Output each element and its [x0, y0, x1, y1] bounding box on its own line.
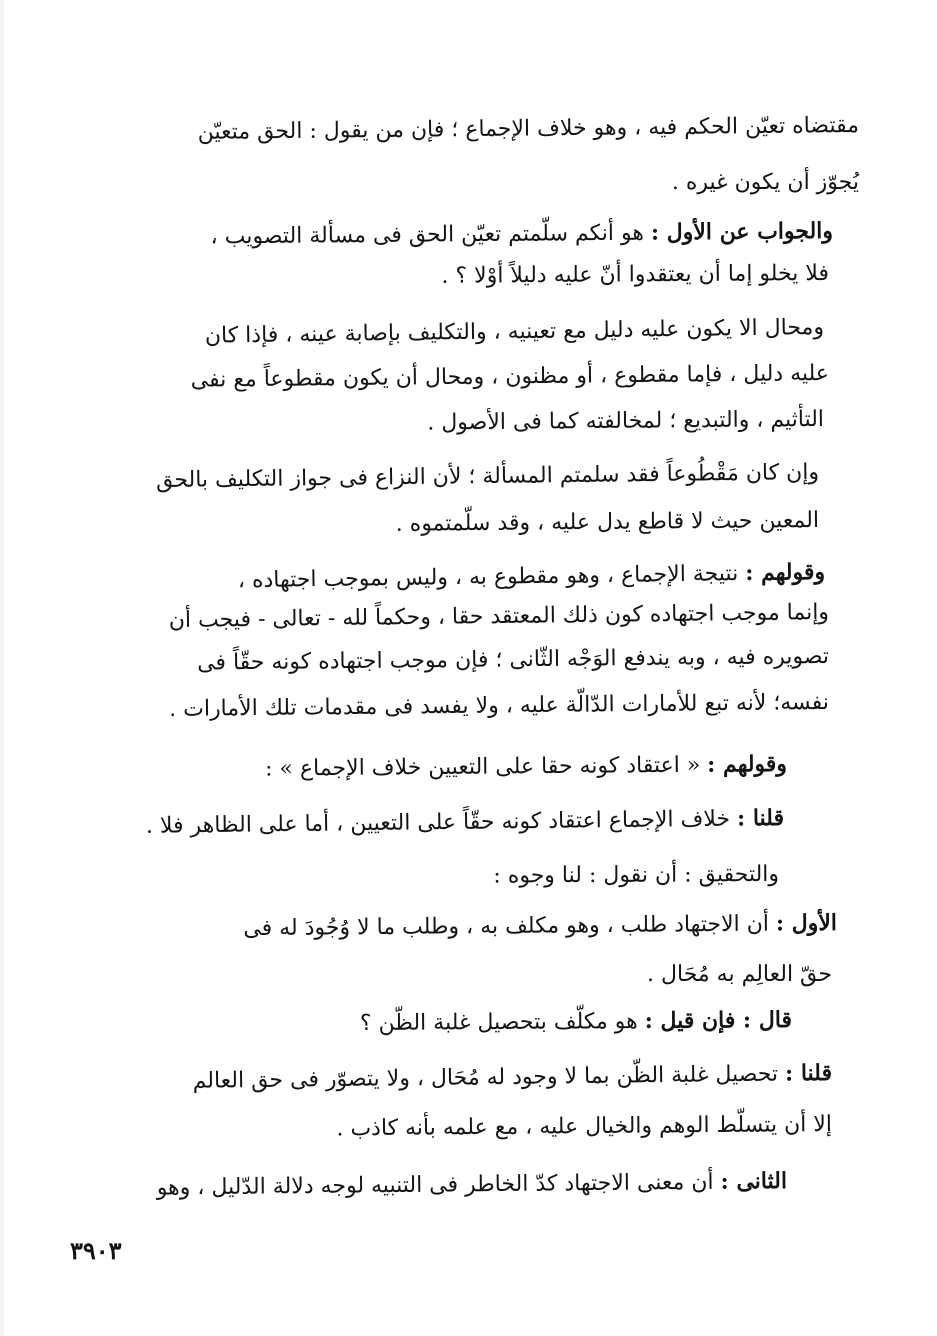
text-line-22 — [97, 1166, 787, 1204]
text-line-16 — [459, 860, 779, 892]
page-number: ٣٩٠٣ — [70, 1236, 122, 1265]
line-19-lead: قال : فإن قيل : — [644, 1007, 793, 1035]
text-line-9 — [379, 506, 819, 540]
line-16-text: والتحقيق : أن نقول : لنا وجوه : — [493, 862, 780, 889]
line-6-text: عليه دليل ، فإما مقطوع ، أو مظنون ، ومحال أن يكون مقطوعاً مع نفى — [190, 361, 830, 393]
text-line-13 — [104, 688, 829, 726]
line-10-lead: وقولهم : — [745, 559, 826, 587]
text-line-10 — [120, 557, 825, 598]
line-17-text: أن الاجتهاد طلب ، وهو مكلف به ، وطلب ما لا وُجُودَ له فى — [243, 911, 777, 942]
line-10-text: نتيجة الإجماع ، وهو مقطوع به ، وليس بموجب اجتهاده ، — [237, 561, 746, 594]
text-line-5 — [99, 313, 824, 353]
line-8-text: وإن كان مَقْطُوعاً فقد سلمتم المسألة ؛ لأن النزاع فى جواز التكليف بالحق — [155, 460, 820, 494]
text-line-21 — [292, 1110, 832, 1145]
text-line-17 — [97, 908, 837, 945]
line-3-lead: والجواب عن الأول : — [650, 218, 834, 246]
text-line-19 — [342, 1005, 792, 1039]
line-20-lead: قلنا : — [784, 1060, 833, 1087]
line-13-text: نفسه؛ لأنه تبع للأمارات الدّالّة عليه ، ولا يفسد فى مقدمات تلك الأمارات . — [169, 690, 830, 722]
line-19-text: هو مكلّف بتحصيل غلبة الظّن ؟ — [359, 1009, 645, 1037]
page-edge-shadow — [0, 0, 4, 1336]
text-line-4 — [139, 259, 829, 294]
line-1-text: مقتضاه تعيّن الحكم فيه ، وهو خلاف الإجماع ؛ فإن من يقول : الحق متعيّن — [197, 113, 860, 145]
line-17-lead: الأول : — [775, 910, 838, 937]
text-line-2 — [599, 168, 859, 198]
line-14-text: « اعتقاد كونه حقا على التعيين خلاف الإجماع » : — [264, 752, 708, 782]
line-12-text: تصويره فيه ، وبه يندفع الوَجْه الثّانى ؛ فإن موجب اجتهاده كونه حقّاً فى — [197, 644, 830, 676]
line-4-text: فلا يخلو إما أن يعتقدوا أنّ عليه دليلاً أوْلا ؟ . — [441, 261, 830, 289]
text-line-8 — [84, 458, 819, 497]
line-20-text: تحصيل غلبة الظّن بما لا وجود له مُحَال ، ولا يتصوّر فى حق العالم — [192, 1061, 786, 1094]
text-line-3 — [128, 216, 833, 253]
text-line-1 — [169, 111, 859, 148]
line-3-text: هو أنكم سلّمتم تعيّن الحق فى مسألة التصويب ، — [210, 220, 652, 250]
line-9-text: المعين حيث لا قاطع يدل عليه ، وقد سلّمتموه . — [395, 508, 820, 537]
text-line-15 — [94, 803, 784, 842]
line-22-lead: الثانى : — [720, 1168, 788, 1195]
text-line-20 — [92, 1058, 832, 1098]
line-21-text: إلا أن يتسلّط الوهم والخيال عليه ، مع علمه بأنه كاذب . — [336, 1112, 833, 1142]
text-line-7 — [344, 405, 824, 439]
line-7-text: التأثيم ، والتبديع ؛ لمخالفته كما فى الأصول . — [427, 407, 825, 436]
line-22-text: أن معنى الاجتهاد كدّ الخاطر فى التنبيه لوجه دلالة الدّليل ، وهو — [156, 1169, 721, 1201]
line-15-text: خلاف الإجماع اعتقاد كونه حقّاً على التعيين ، أما على الظاهر فلا . — [145, 806, 738, 839]
text-line-12 — [104, 642, 829, 680]
line-11-text: وإنما موجب اجتهاده كون ذلك المعتقد حقا ، وحكماً لله - تعالى - فيجب أن — [168, 600, 830, 634]
text-line-14 — [147, 749, 787, 786]
line-15-lead: قلنا : — [736, 805, 785, 832]
text-line-11 — [104, 598, 829, 637]
text-line-18 — [592, 960, 832, 990]
line-14-lead: وقولهم : — [707, 751, 788, 778]
text-line-6 — [94, 359, 829, 397]
line-5-text: ومحال الا يكون عليه دليل مع تعينيه ، والتكليف بإصابة عينه ، فإذا كان — [204, 315, 825, 349]
line-18-text: حقّ العالِم به مُحَال . — [647, 962, 832, 987]
line-2-text: يُجوّز أن يكون غيره . — [671, 170, 859, 195]
